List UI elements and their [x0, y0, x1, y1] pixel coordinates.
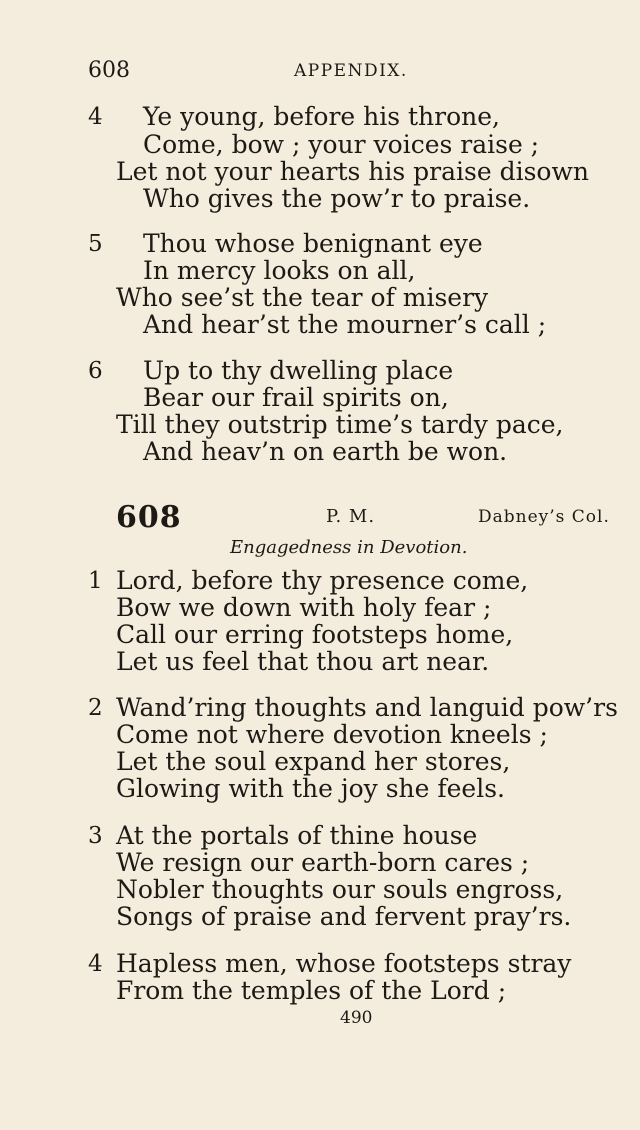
stanza-number: 6	[88, 358, 103, 384]
verse-line: From the temples of the Lord ;	[116, 976, 507, 1005]
verse-line: Who gives the pow’r to praise.	[143, 184, 531, 213]
verse-line: And heav’n on earth be won.	[143, 437, 508, 466]
verse-line: Ye young, before his throne,	[143, 102, 501, 131]
verse-line: Bear our frail spirits on,	[143, 383, 449, 412]
verse-line: Come, bow ; your voices raise ;	[143, 130, 540, 159]
stanza-number: 3	[88, 823, 103, 849]
stanza-number: 1	[88, 568, 103, 594]
stanza-number: 4	[88, 104, 103, 130]
verse-line: Let the soul expand her stores,	[116, 747, 511, 776]
verse-line: Songs of praise and fervent pray’rs.	[116, 902, 572, 931]
verse-line: In mercy looks on all,	[143, 256, 416, 285]
verse-line: Glowing with the joy she feels.	[116, 774, 506, 803]
verse-line: Who see’st the tear of misery	[116, 283, 489, 312]
verse-line: Up to thy dwelling place	[143, 356, 454, 385]
verse-line: Thou whose benignant eye	[143, 229, 483, 258]
hymn-meter: P. M.	[326, 506, 376, 527]
running-head: APPENDIX.	[294, 61, 408, 81]
hymn-tune: Dabney’s Col.	[478, 507, 610, 527]
hymn-number: 608	[116, 500, 182, 535]
verse-line: Call our erring footsteps home,	[116, 620, 514, 649]
footer-page-number: 490	[340, 1008, 373, 1028]
verse-line: Lord, before thy presence come,	[116, 566, 529, 595]
verse-line: At the portals of thine house	[116, 821, 478, 850]
stanza-number: 4	[88, 951, 103, 977]
verse-line: Bow we down with holy fear ;	[116, 593, 492, 622]
verse-line: Let not your hearts his praise disown	[116, 157, 589, 186]
verse-line: Nobler thoughts our souls engross,	[116, 875, 564, 904]
verse-line: Let us feel that thou art near.	[116, 647, 490, 676]
stanza-number: 2	[88, 695, 103, 721]
page-header	[88, 58, 608, 88]
hymn-subtitle: Engagedness in Devotion.	[230, 537, 468, 558]
verse-line: Till they outstrip time’s tardy pace,	[116, 410, 564, 439]
page-number: 608	[88, 58, 130, 83]
verse-line: Wand’ring thoughts and languid pow’rs	[116, 693, 618, 722]
verse-line: Come not where devotion kneels ;	[116, 720, 548, 749]
verse-line: Hapless men, whose footsteps stray	[116, 949, 572, 978]
verse-line: We resign our earth-born cares ;	[116, 848, 530, 877]
stanza-number: 5	[88, 231, 103, 257]
verse-line: And hear’st the mourner’s call ;	[143, 310, 547, 339]
